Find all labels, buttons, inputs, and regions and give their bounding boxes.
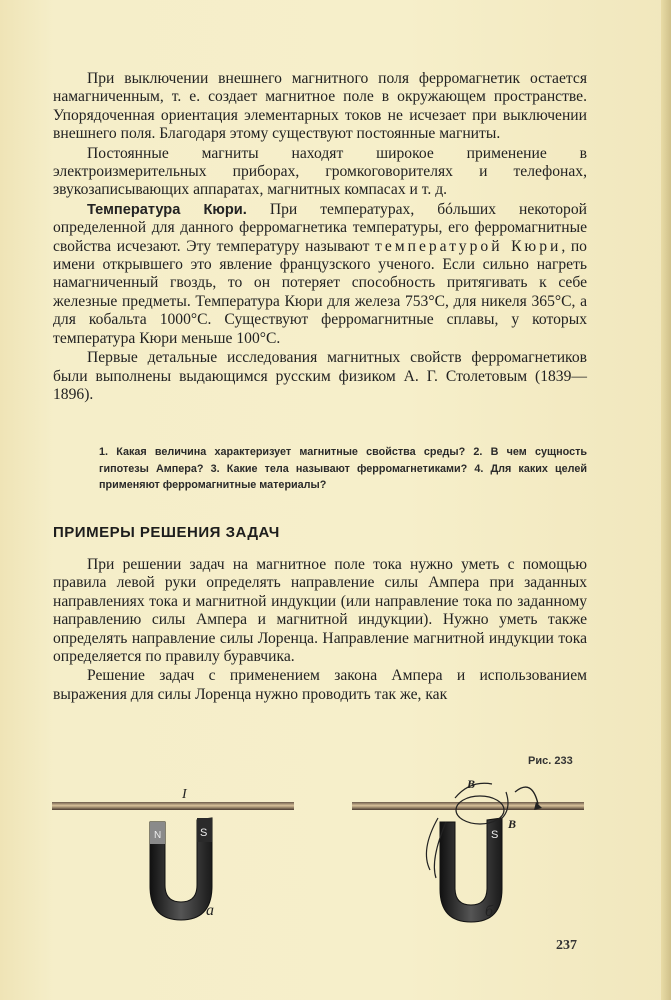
curie-text-1: При температурах, бóльших некоторой определенной для данного ферромагнетика температуры, его ферромагнитные свойства исчезают. Эту температуру называют: [53, 200, 587, 255]
curie-lead: Температура Кюри.: [87, 201, 247, 218]
paragraph-problem-solving: При решении задач на магнитное поле тока нужно уметь с помощью правила левой руки определять направление силы Ампера при заданных направлениях тока и магнитной индукции (или направление тока по заданному направлению силы Ампера и магнитной индукции). Нужно уметь также определять направление силы Лоренца. Направление магнитной индукции тока определяется по правилу буравчика.: [53, 556, 587, 666]
pole-n-label: N: [154, 830, 162, 841]
paragraph-permanent-magnets: Постоянные магниты находят широкое применение в электроизмерительных приборах, громкоговорителях и телефонах, звукозаписывающих аппаратах, магнитных компасах и т. д.: [53, 144, 587, 199]
paragraph-ferromagnet: При выключении внешнего магнитного поля ферромагнетик остается намагниченным, т. е. создает магнитное поле в окружающем пространстве. Упорядоченная ориентация элементарных токов не исчезает при выключении внешнего поля. Благодаря этому существуют постоянные магниты.: [53, 70, 587, 143]
figure-label: Рис. 233: [528, 755, 573, 767]
paragraph-lorentz: Решение задач с применением закона Ампера и использованием выражения для силы Лоренца нужно проводить так же, как: [53, 667, 587, 703]
figure-a: [52, 787, 294, 920]
caption-b: б: [485, 903, 494, 920]
current-label: I: [182, 787, 187, 802]
section-heading: ПРИМЕРЫ РЕШЕНИЯ ЗАДАЧ: [53, 524, 280, 541]
figure-b: [352, 777, 584, 922]
figure-233: [0, 770, 671, 940]
curie-term: температурой Кюри: [375, 237, 562, 255]
text-block-bottom: [53, 556, 587, 704]
conductor-rod-a: [52, 802, 294, 810]
caption-a: а: [206, 902, 214, 919]
field-b-label-top: B: [467, 777, 476, 791]
page-number: 237: [556, 938, 577, 953]
pole-s-label: S: [200, 827, 208, 839]
pole-s-label-b: S: [491, 829, 499, 841]
field-b-label-right: B: [508, 817, 517, 831]
curie-text-2: , по имени открывшего это явление французского ученого. Если сильно нагреть намагниченный гвоздь, то он потеряет способность притягивать к себе железные предметы. Температура Кюри для железа 753°C, для никеля 365°C, а для кобальта 1000°C. Существуют ферромагнитные сплавы, у которых температура Кюри меньше 100°C.: [53, 237, 587, 347]
rotation-arrow: [515, 787, 538, 804]
review-questions: 1. Какая величина характеризует магнитные свойства среды? 2. В чем сущность гипотезы Ампера? 3. Какие тела называют ферромагнетиками? 4. Для каких целей применяют ферромагнитные материалы?: [99, 446, 587, 492]
conductor-rod-b: [352, 802, 584, 810]
text-block-top: [53, 70, 587, 404]
paragraph-curie: [53, 201, 587, 348]
paragraph-stoletov: Первые детальные исследования магнитных свойств ферромагнетиков были выполнены выдающимся русским физиком А. Г. Столетовым (1839—1896).: [53, 349, 587, 403]
